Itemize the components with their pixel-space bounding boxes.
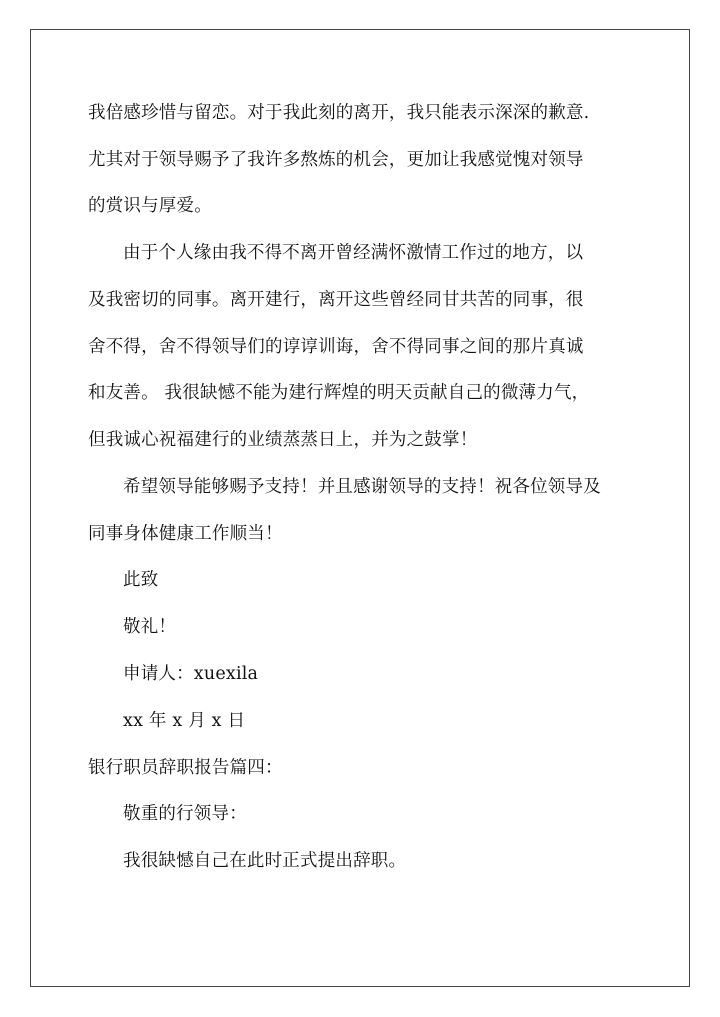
paragraph-line: 由于个人缘由我不得不离开曾经满怀激情工作过的地方，以 bbox=[123, 243, 584, 263]
paragraph-line: 我倍感珍惜与留恋。对于我此刻的离开，我只能表示深深的歉意. bbox=[88, 103, 590, 123]
paragraph-line: 但我诚心祝福建行的业绩蒸蒸日上，并为之鼓掌！ bbox=[88, 430, 478, 450]
closing-respect: 敬礼！ bbox=[123, 617, 177, 637]
paragraph-line: 的赏识与厚爱。 bbox=[88, 196, 212, 216]
paragraph-line: 同事身体健康工作顺当！ bbox=[88, 524, 283, 544]
letter-greeting: 敬重的行领导： bbox=[123, 804, 247, 824]
paragraph-line: 希望领导能够赐予支持！并且感谢领导的支持！祝各位领导及 bbox=[123, 477, 601, 497]
applicant-signature: 申请人：xuexila bbox=[123, 664, 259, 684]
date-line: xx 年 x 月 x 日 bbox=[123, 711, 246, 731]
paragraph-line: 舍不得，舍不得领导们的谆谆训诲，舍不得同事之间的那片真诚 bbox=[88, 337, 584, 357]
paragraph-line: 及我密切的同事。离开建行，离开这些曾经同甘共苦的同事，很 bbox=[88, 290, 584, 310]
section-heading: 银行职员辞职报告篇四： bbox=[88, 758, 283, 778]
closing-salutation: 此致 bbox=[123, 570, 159, 590]
page-frame bbox=[30, 29, 690, 987]
paragraph-line: 和友善。 我很缺憾不能为建行辉煌的明天贡献自己的微薄力气， bbox=[88, 383, 590, 403]
paragraph-line: 我很缺憾自己在此时正式提出辞职。 bbox=[123, 851, 407, 871]
paragraph-line: 尤其对于领导赐予了我许多熬炼的机会，更加让我感觉愧对领导 bbox=[88, 150, 584, 170]
